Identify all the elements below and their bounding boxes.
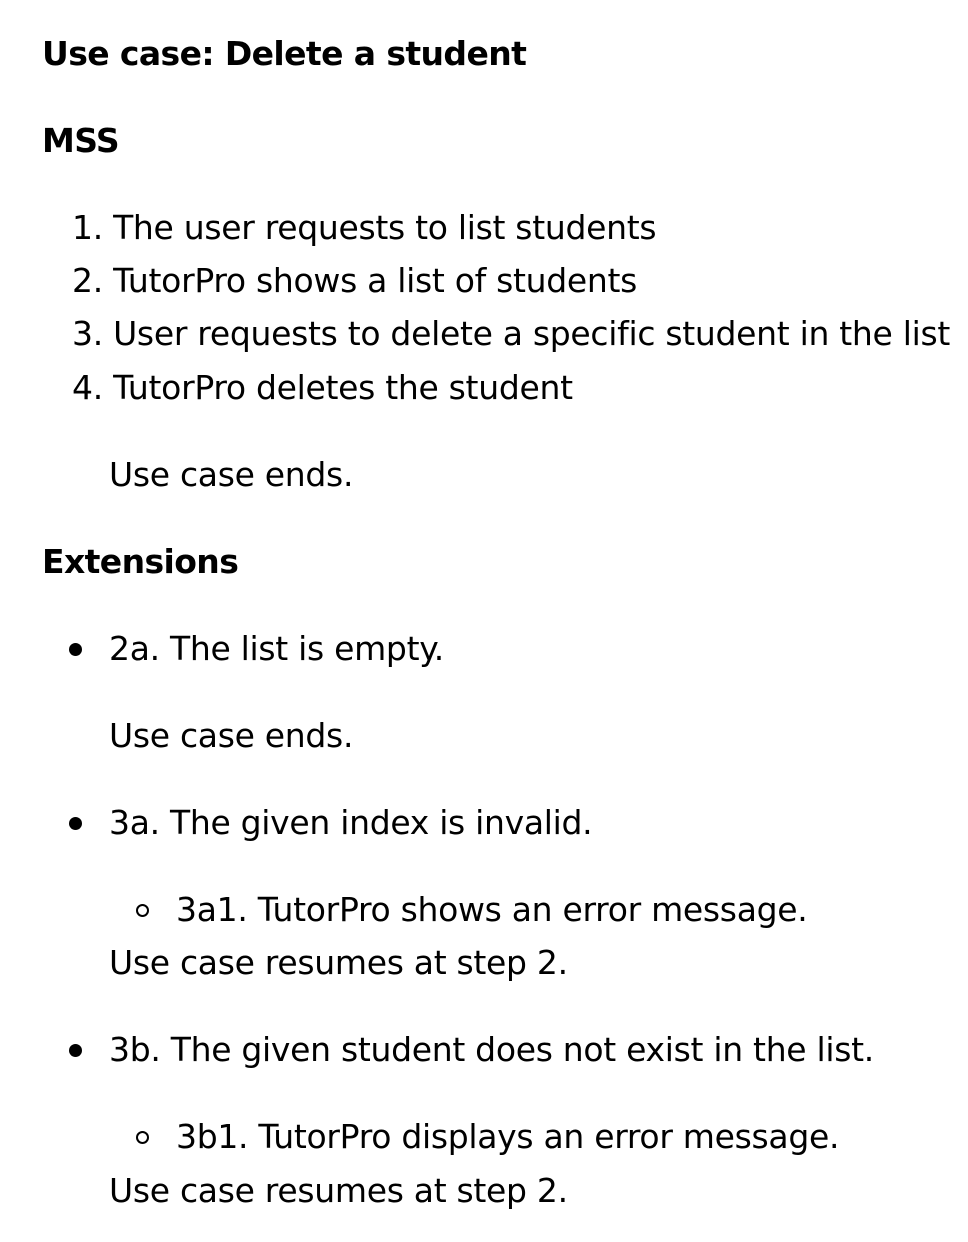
extension-text: 3a. The given index is invalid. [109,803,593,842]
extension-text: 3b. The given student does not exist in the list. [109,1030,874,1069]
bullet-icon [69,1044,82,1057]
extension-ending-text: Use case resumes at step 2. [109,943,568,982]
bullet-icon [69,643,82,656]
bullet-icon [69,817,82,830]
use-case-title: Use case: Delete a student [42,34,527,73]
mss-ending-text: Use case ends. [109,455,354,494]
extension-sub-step: 3a1. TutorPro shows an error message. [176,890,808,929]
extension-sub-step: 3b1. TutorPro displays an error message. [176,1117,840,1156]
mss-heading: MSS [42,121,120,160]
circle-bullet-icon [136,904,149,917]
circle-bullet-icon [136,1131,149,1144]
mss-step: 4. TutorPro deletes the student [72,368,573,407]
mss-step: 2. TutorPro shows a list of students [72,261,638,300]
mss-step: 3. User requests to delete a specific student in the list [72,314,950,353]
extensions-heading: Extensions [42,542,239,581]
extension-ending-text: Use case resumes at step 2. [109,1171,568,1210]
extension-ending-text: Use case ends. [109,716,354,755]
extension-text: 2a. The list is empty. [109,629,444,668]
mss-step: 1. The user requests to list students [72,208,657,247]
